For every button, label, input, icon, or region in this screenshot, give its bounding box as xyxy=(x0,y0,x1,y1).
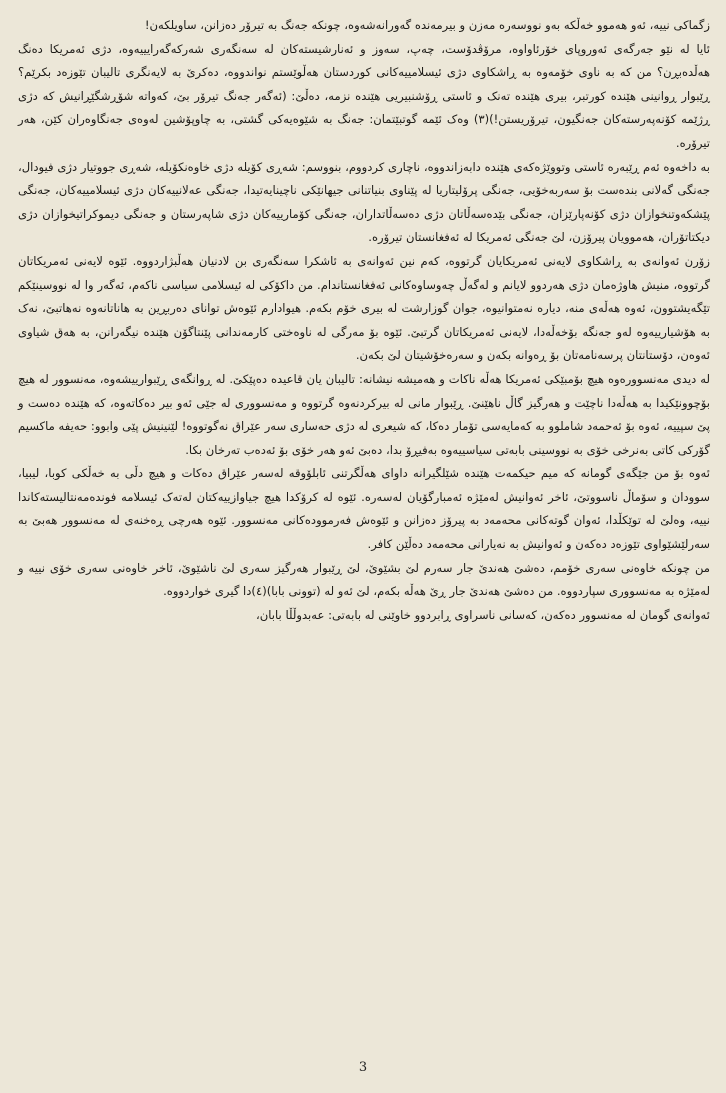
paragraph: ئایا لە نێو جەرگەی ئەوروپای خۆرئاواوە، مرۆڤدۆست، چەپ، سەوز و ئەنارشیستەکان لە سەنگەری شەرکەگەرایییەوە، دژی ئەمریکا دەنگ هەڵدەبڕن؟ من کە بە ناوی خۆمەوە بە ڕاشکاوی دژی ئیسلامییەکانی کوردستان هەڵوێستم نواندووە، دەکرێ بە لایەنگری تالیبان تێوزەد بکرێم؟ ڕێبوار ڕوانینی هێندە کورتبر، بیری هێندە تەنک و ئاستی ڕۆشنبیریی هێندە نزمە، دەڵێ: (ئەگەر جەنگ تیرۆر بێ، کەواتە شۆڕشگێڕانیش کە دژی ڕژێمە کۆنەپەرستەکان جەنگیون، تیرۆریستن!)(٣) وەک ئێمە گوتبێتمان: جەنگ بە شێوەیەکی گشتی، بە چاوپۆشین لەوەی جەنگاوەران کێن، هەر تیرۆرە. xyxy=(18,41,710,150)
paragraph: من چونکە خاوەنی سەری خۆمم، دەشێ هەندێ جار سەرم لێ بشێوێ، لێ ڕێبوار هەرگیز سەری لێ ناشێوێ، ئاخر خاوەنی سەری خۆی نییە و لەمێژە بە مەنسووری سپاردووە. من دەشێ هەندێ جار ڕێ هەڵە بکەم، لێ ئەو لە (توونی بابا)(٤)دا گیری خواردووە. xyxy=(18,560,710,599)
paragraph: ئەوانەی گومان لە مەنسوور دەکەن، کەسانی ناسراوی ڕابردوو خاوێنی لە بابەتی: عەبدوڵڵا بابان، xyxy=(255,607,710,622)
paragraph: زۆرن ئەوانەی بە ڕاشکاوی لایەنی ئەمریکایان گرتووە، کەم نین ئەوانەی بە ئاشکرا سەنگەری بن لادنیان هەڵبژاردووە. ئێوە لایەنی ئەمریکاتان گرتووە، منیش هاوژەمان دژی هەردوو لایانم و لەگەڵ چەوساوەکانی ئەفغانستاندام. من داکۆکی لە ئیسلامی سیاسی ناکەم، ئەگەر وا لە نووسینێکم تێگەیشتوون، ئەوە هەڵەی منە، دیارە نەمتوانیوە، جوان گوزارشت لە بیری خۆم بکەم. هیوادارم ئێوەش توانای دەربڕین بە هاناتانەوە نەهاتبێ، نەک بە هۆشیارییەوە لەو جەنگە بۆخەڵەدا، لایەنی ئەمریکاتان گرتبێ. ئێوە بۆ مەرگی لە ناوەختی کارمەندانی پێنتاگۆن هێندە نیگەرانن، بە هەق شیاوی ئەوەن، دۆستانتان پرسەنامەتان بۆ ڕەوانە بکەن و سەرەخۆشیتان لێ بکەن. xyxy=(18,253,710,363)
paragraph: بە داخەوە ئەم ڕێبەرە ئاستی وتووێژەکەی هێندە دابەزاندووە، ناچاری کردووم، بنووسم: شەڕی کۆیلە دژی خاوەنکۆیلە، شەڕی جووتیار دژی فیودال، جەنگی گەلانی بندەست بۆ سەربەخۆیی، جەنگی پرۆلیتاریا لە پێناوی بنیاتنانی جیهانێکی ناچینایەتیدا، جەنگی عەلانییەکان دژی ئیسلامییەکان، جەنگی پێشکەوتنخوازان دژی کۆنەپارێزان، جەنگی بێدەسەڵاتان دژی دەسەڵاتداران، جەنگی کۆمارییەکان دژی شاپەرستان و جەنگی دیموکراتیخوازان دژی دیکتاتۆران، هەموویان پیرۆزن، لێ جەنگی ئەمریکا لە ئەفغانستان تیرۆرە. xyxy=(18,159,710,245)
paragraph: ئەوە بۆ من جێگەی گومانە کە میم حیکمەت هێندە شێلگیرانە داوای هەڵگرتنی ئابلۆوقە لەسەر عێراق دەکات و هیچ دڵی بە خەڵکی کوبا، لیبیا، سوودان و سۆماڵ ناسووتێ، ئاخر ئەوانیش لەمێژە ئەمبارگۆیان لەسەرە. ئێوە لە کرۆکدا هیچ جیاوازییەکتان لەتەک ئیسلامە فوندەمەنتالیستەکاندا نییە، وەلێ لە توێکڵدا، ئەوان گوتەکانی محەمەد بە پیرۆز دەزانن و ئێوەش فەرموودەکانی مەنسوور. ئێوە هەرچی ڕەخنەی لە مەنسوور هەبێ بە سەرلێشێواوی تێوزەد دەکەن و ئەوانیش بە نەیارانی محەمەد دەڵێن کافر. xyxy=(18,466,710,552)
paragraph: لە دیدی مەنسوورەوە هیچ بۆمبێکی ئەمریکا هەڵە ناکات و هەمیشە نیشانە: تالیبان یان قاعیدە دەپێکێ. لە ڕوانگەی ڕێبوارییشەوە، مەنسوور لە هیچ بۆچوونێکیدا بە هەڵەدا ناچێت و هەرگیز گاڵ ناهێنێ. ڕێبوار مانی لە بیرکردنەوە گرتووە و مەنسووری لە جێی ئەو بیر دەکاتەوە، کە هێندە دەست و پێ سپییە، ئەوە بۆ ئەحمەد شاملوو بە کەمایەسی تۆمار دەکا، کە شیعری لە دژی حەساری سەر عێراق نەگوتووە! لێنینیش پێی وابوو: حەیفە ماکسیم گۆرکی کاتی بەنرخی خۆی بە نووسینی بابەتی سیاسییەوە بەفیڕۆ بدا، دەبێ ئەو هەر خۆی بۆ ئەدەب تەرخان بکا. xyxy=(18,371,710,457)
body-text xyxy=(18,14,710,627)
page-number: 3 xyxy=(358,1060,368,1075)
paragraph: زگماکی نییە، ئەو هەموو خەڵکە بەو نووسەرە مەزن و بیرمەندە گەورانەشەوە، چونکە جەنگ بە تیرۆر دەزانن، ساویلکەن! xyxy=(144,18,710,32)
